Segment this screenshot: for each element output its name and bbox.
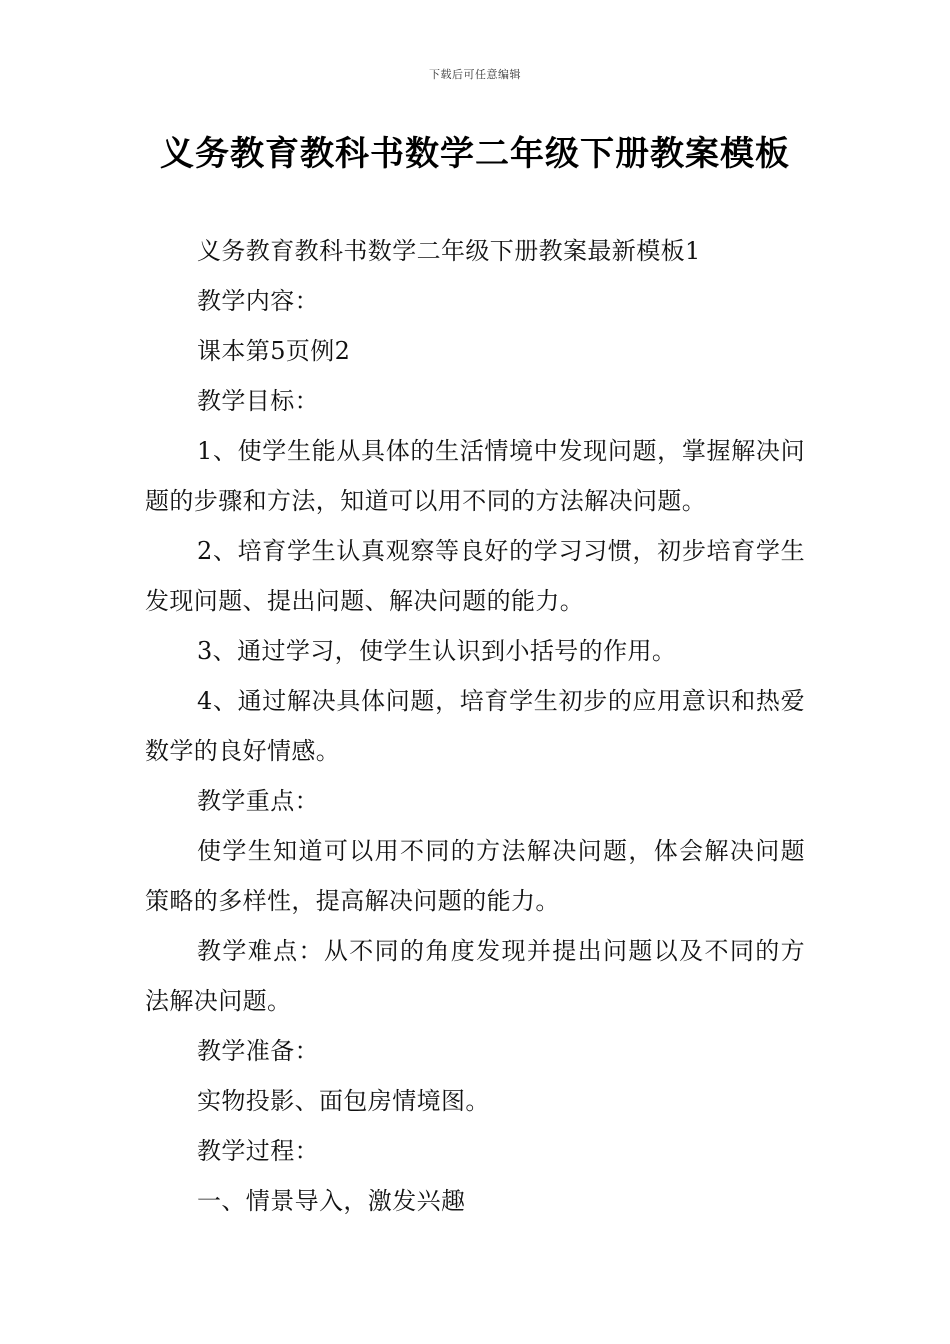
- paragraph-process-step-1: 一、情景导入，激发兴趣: [197, 1187, 466, 1215]
- paragraph-goal-3: 3、通过学习，使学生认识到小括号的作用。: [197, 637, 677, 665]
- paragraph-content-text: 课本第5页例2: [197, 337, 351, 365]
- paragraph-difficulty: 教学难点：从不同的角度发现并提出问题以及不同的方法解决问题。: [145, 937, 805, 1015]
- paragraph-goal-1: 1、使学生能从具体的生活情境中发现问题，掌握解决问题的步骤和方法，知道可以用不同的方法解决问题。: [145, 437, 805, 515]
- header-note: 下载后可任意编辑: [429, 68, 521, 81]
- paragraph-subtitle: 义务教育教科书数学二年级下册教案最新模板1: [197, 237, 701, 265]
- paragraph-keypoint-text: 使学生知道可以用不同的方法解决问题，体会解决问题策略的多样性，提高解决问题的能力。: [145, 837, 805, 915]
- paragraph-process-heading: 教学过程：: [197, 1137, 319, 1165]
- paragraph-keypoint-heading: 教学重点：: [197, 787, 319, 815]
- paragraph-goals-heading: 教学目标：: [197, 387, 319, 415]
- paragraph-content-heading: 教学内容：: [197, 287, 319, 315]
- document-title: 义务教育教科书数学二年级下册教案模板: [160, 134, 790, 174]
- paragraph-preparation-text: 实物投影、面包房情境图。: [197, 1087, 490, 1115]
- paragraph-goal-2: 2、培育学生认真观察等良好的学习习惯，初步培育学生发现问题、提出问题、解决问题的能力。: [145, 537, 805, 615]
- paragraph-goal-4: 4、通过解决具体问题，培育学生初步的应用意识和热爱数学的良好情感。: [145, 687, 805, 765]
- document-body: [145, 226, 805, 1226]
- paragraph-preparation-heading: 教学准备：: [197, 1037, 319, 1065]
